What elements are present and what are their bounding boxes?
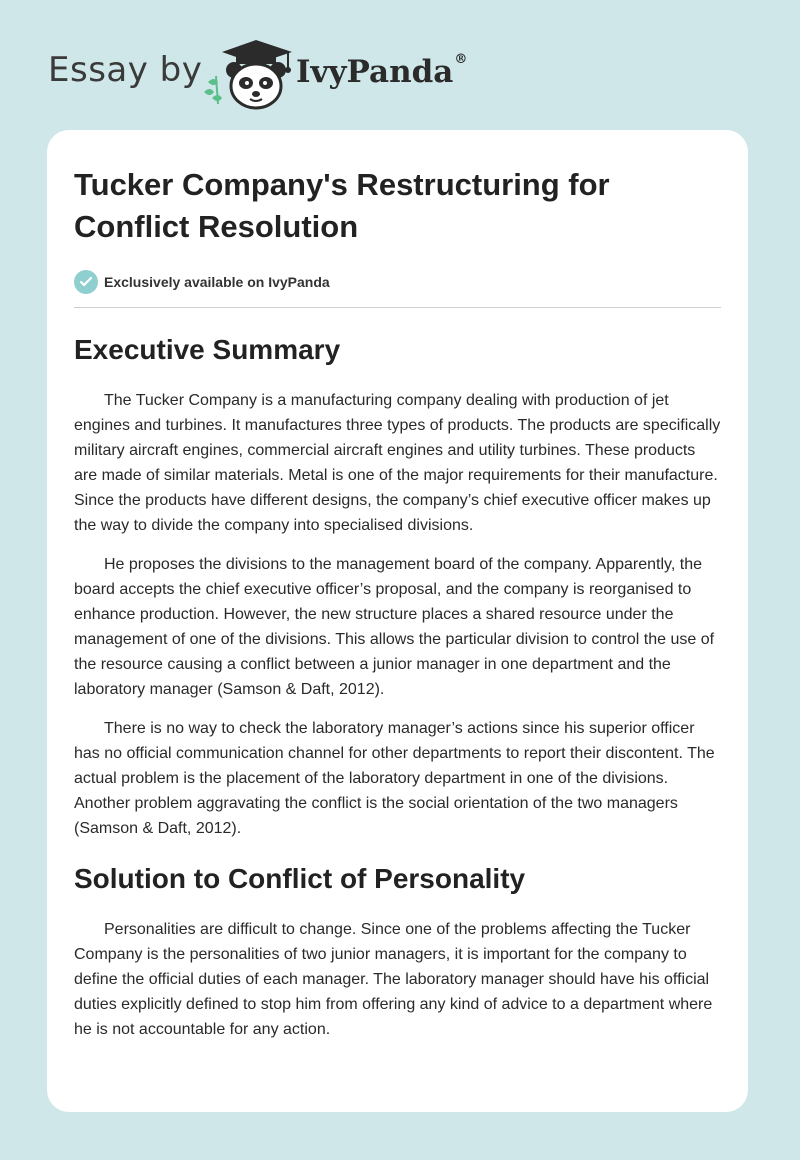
essay-card <box>47 130 748 1112</box>
divider <box>74 307 721 308</box>
check-icon <box>74 270 98 294</box>
panda-logo-icon[interactable] <box>200 36 296 112</box>
section-heading: Executive Summary <box>74 334 341 365</box>
exclusive-badge <box>74 268 721 296</box>
brand-name[interactable]: IvyPanda® <box>296 52 468 90</box>
site-header <box>0 0 800 125</box>
page-title: Tucker Company's Restructuring for Conflict Resolution <box>74 167 610 244</box>
paragraph: Personalities are difficult to change. Since one of the problems affecting the Tucker Company is the personalities of two junior managers, it is important for the company to define the official duties of each manager. The laboratory manager should have his official duties explicitly defined to stop him from offering any kind of advice to a department where he is not accountable for any action. <box>74 921 713 1038</box>
brand-prefix: Essay by <box>48 50 203 90</box>
ivy-leaf-icon <box>204 76 222 104</box>
paragraph: The Tucker Company is a manufacturing company dealing with production of jet engines and turbines. It manufactures three types of products. The products are specifically military aircraft engines, commercial aircraft engines and utility turbines. These products are made of similar materials. Metal is one of the major requirements for their manufacture. Since the products have different designs, the company’s chief executive officer makes up the way to divide the company into specialised divisions. <box>74 392 721 534</box>
section-heading: Solution to Conflict of Personality <box>74 863 526 894</box>
badge-label: Exclusively available on IvyPanda <box>104 274 330 290</box>
registered-mark: ® <box>454 52 468 67</box>
paragraph: He proposes the divisions to the management board of the company. Apparently, the board accepts the chief executive officer’s proposal, and the company is reorganised to enhance production. However, the new structure places a shared resource under the management of one of the divisions. This allows the particular division to control the use of the resource causing a conflict between a junior manager in one department and the laboratory manager (Samson & Daft, 2012). <box>74 556 715 698</box>
paragraph: There is no way to check the laboratory manager’s actions since his superior officer has no official communication channel for other departments to report their discontent. The actual problem is the placement of the laboratory department in one of the divisions. Another problem aggravating the conflict is the social orientation of the two managers (Samson & Daft, 2012). <box>74 720 715 837</box>
